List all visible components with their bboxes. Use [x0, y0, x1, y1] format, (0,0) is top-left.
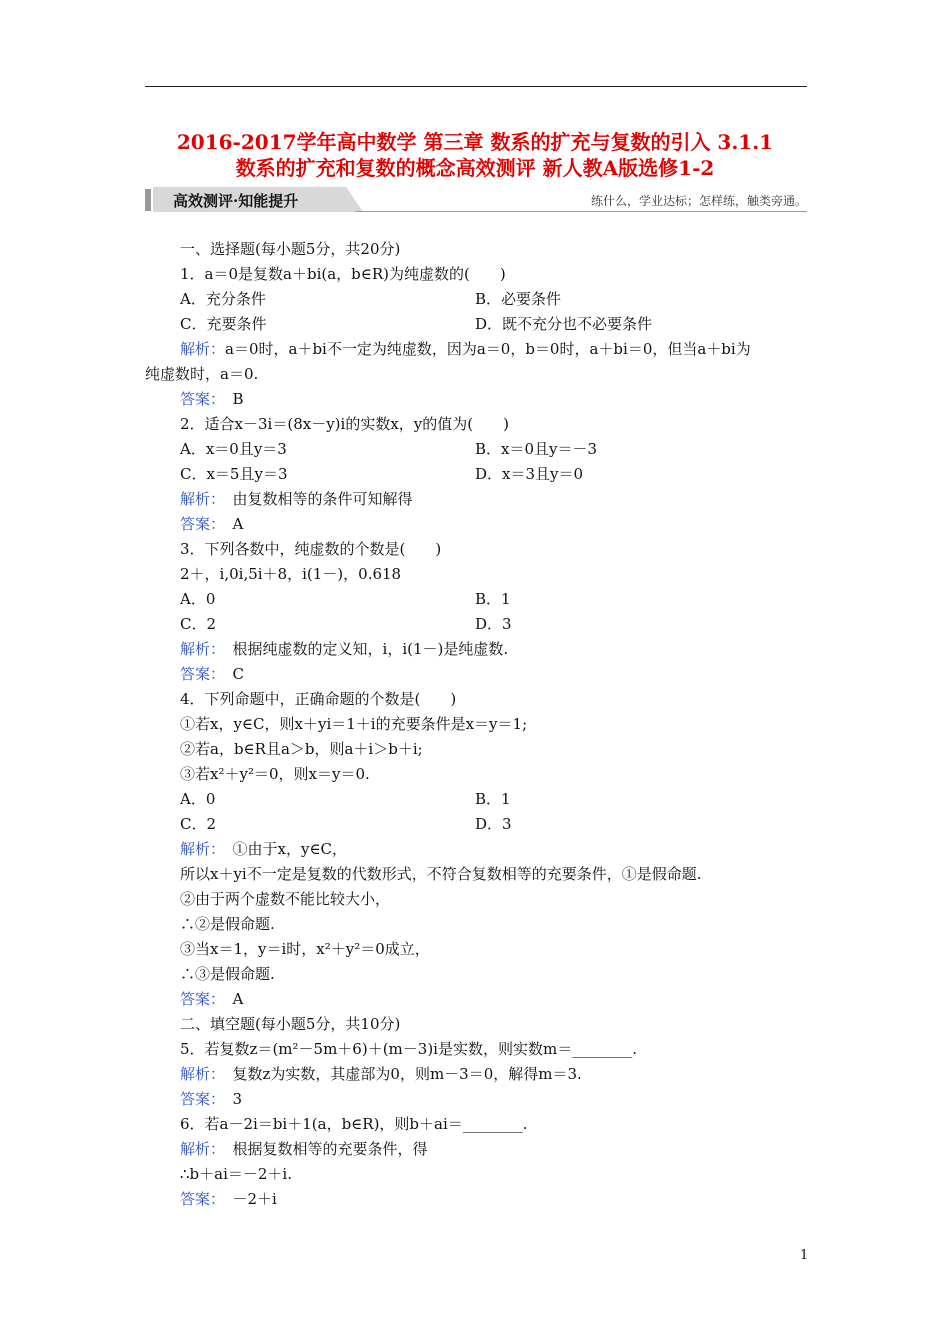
- explanation-line: [180, 1064, 582, 1084]
- text-line: [180, 914, 275, 934]
- text-line: [180, 689, 456, 709]
- line-text: A．x＝0且y＝3: [180, 440, 287, 458]
- line-text: 2．适合x－3i＝(8x－y)i的实数x，y的值为( ): [180, 415, 509, 433]
- text-line: [180, 314, 266, 334]
- answer-label: 答案：: [180, 515, 218, 533]
- answer-label: 答案：: [180, 990, 218, 1008]
- line-text: 5．若复数z＝(m²－5m＋6)＋(m－3)i是实数，则实数m＝________.: [180, 1040, 637, 1058]
- answer-label: 答案：: [180, 1190, 218, 1208]
- option-right: D．3: [475, 615, 512, 633]
- line-text: B: [217, 390, 244, 408]
- line-text: 3: [217, 1090, 243, 1108]
- line-text: 4．下列命题中，正确命题的个数是( ): [180, 690, 457, 708]
- line-text: ③当x＝1，y＝i时，x²＋y²＝0成立，: [180, 940, 430, 958]
- analysis-label: 解析：: [180, 1065, 218, 1083]
- text-line: [180, 464, 288, 484]
- line-text: 根据复数相等的充要条件，得: [217, 1140, 428, 1158]
- document-title-line-2: 数系的扩充和复数的概念高效测评 新人教A版选修1-2: [235, 156, 715, 180]
- line-text: 6．若a－2i＝bi＋1(a，b∈R)，则b＋ai＝________.: [180, 1115, 528, 1133]
- text-line: [180, 264, 506, 284]
- text-line: [180, 1014, 400, 1034]
- line-text: C．充要条件: [180, 315, 267, 333]
- option-right: B．1: [475, 590, 511, 608]
- line-text: C: [217, 665, 244, 683]
- line-text: ①若x，y∈C，则x＋yi＝1＋i的充要条件是x＝y＝1;: [180, 715, 528, 733]
- explanation-line: [180, 639, 508, 659]
- analysis-label: 解析：: [180, 840, 218, 858]
- text-line: [180, 764, 370, 784]
- option-right: B．1: [475, 790, 511, 808]
- explanation-line: [180, 1089, 242, 1109]
- text-line: [180, 864, 702, 884]
- document-title-line-1: 2016-2017学年高中数学 第三章 数系的扩充与复数的引入 3.1.1: [176, 130, 774, 154]
- text-line: [145, 364, 258, 384]
- line-text: 由复数相等的条件可知解得: [217, 490, 413, 508]
- line-text: ①由于x，y∈C，: [217, 840, 348, 858]
- explanation-line: [180, 989, 243, 1009]
- section-banner: [145, 187, 807, 213]
- banner-accent-bar: [145, 189, 151, 211]
- banner-underline: [355, 211, 807, 212]
- banner-label: 高效测评·知能提升: [173, 192, 299, 210]
- line-text: 复数z为实数，其虚部为0，则m－3＝0，解得m＝3.: [217, 1065, 582, 1083]
- line-text: 1．a＝0是复数a＋bi(a，b∈R)为纯虚数的( ): [180, 265, 506, 283]
- text-line: [180, 1039, 637, 1059]
- text-line: [180, 539, 441, 559]
- header-rule: [145, 86, 807, 87]
- page-number: 1: [800, 1248, 809, 1263]
- text-line: [180, 789, 215, 809]
- answer-label: 答案：: [180, 1090, 218, 1108]
- line-text: ②若a，b∈R且a＞b，则a＋i＞b＋i;: [180, 740, 423, 758]
- answer-label: 答案：: [180, 390, 218, 408]
- line-text: 2＋，i,0i,5i＋8，i(1－)，0.618: [180, 565, 402, 583]
- text-line: [180, 889, 390, 909]
- line-text: 纯虚数时，a＝0.: [145, 365, 259, 383]
- explanation-line: [180, 489, 413, 509]
- line-text: C．2: [180, 815, 217, 833]
- line-text: ∴②是假命题.: [180, 915, 275, 933]
- text-line: [180, 289, 266, 309]
- analysis-label: 解析：: [180, 490, 218, 508]
- text-line: [180, 1164, 292, 1184]
- text-line: [180, 739, 423, 759]
- text-line: [180, 614, 216, 634]
- text-line: [180, 589, 215, 609]
- text-line: [180, 239, 400, 259]
- explanation-line: [180, 389, 244, 409]
- text-line: [180, 1114, 528, 1134]
- text-line: [180, 564, 401, 584]
- explanation-line: [180, 339, 751, 359]
- explanation-line: [180, 664, 244, 684]
- line-text: A．0: [180, 790, 216, 808]
- line-text: ③若x²＋y²＝0，则x＝y＝0.: [180, 765, 370, 783]
- explanation-line: [180, 839, 347, 859]
- line-text: 所以x＋yi不一定是复数的代数形式，不符合复数相等的充要条件，①是假命题.: [180, 865, 702, 883]
- line-text: A: [217, 990, 244, 1008]
- line-text: －2＋i: [217, 1190, 277, 1208]
- option-right: D．既不充分也不必要条件: [475, 315, 653, 333]
- line-text: ②由于两个虚数不能比较大小，: [180, 890, 391, 908]
- option-right: B．x＝0且y＝－3: [475, 440, 598, 458]
- line-text: 3．下列各数中，纯虚数的个数是( ): [180, 540, 442, 558]
- line-text: 一、选择题(每小题5分，共20分): [180, 240, 401, 258]
- line-text: A．充分条件: [180, 290, 266, 308]
- answer-label: 答案：: [180, 665, 218, 683]
- line-text: C．x＝5且y＝3: [180, 465, 288, 483]
- text-line: [180, 414, 509, 434]
- text-line: [180, 814, 216, 834]
- option-right: D．x＝3且y＝0: [475, 465, 584, 483]
- analysis-label: 解析：: [180, 340, 226, 358]
- line-text: C．2: [180, 615, 217, 633]
- text-line: [180, 714, 527, 734]
- text-line: [180, 439, 287, 459]
- text-line: [180, 964, 275, 984]
- option-right: B．必要条件: [475, 290, 562, 308]
- line-text: ∴③是假命题.: [180, 965, 275, 983]
- explanation-line: [180, 514, 243, 534]
- text-line: [180, 939, 430, 959]
- explanation-line: [180, 1139, 428, 1159]
- line-text: A．0: [180, 590, 216, 608]
- line-text: ∴b＋ai＝－2＋i.: [180, 1165, 292, 1183]
- line-text: a＝0时，a＋bi不一定为纯虚数，因为a＝0，b＝0时，a＋bi＝0，但当a＋bi为: [225, 340, 751, 358]
- analysis-label: 解析：: [180, 640, 218, 658]
- line-text: A: [217, 515, 244, 533]
- analysis-label: 解析：: [180, 1140, 218, 1158]
- banner-motto: 练什么，学业达标；怎样练，触类旁通。: [590, 194, 807, 208]
- option-right: D．3: [475, 815, 512, 833]
- explanation-line: [180, 1189, 277, 1209]
- line-text: 二、填空题(每小题5分，共10分): [180, 1015, 401, 1033]
- line-text: 根据纯虚数的定义知，i，i(1－)是纯虚数.: [217, 640, 509, 658]
